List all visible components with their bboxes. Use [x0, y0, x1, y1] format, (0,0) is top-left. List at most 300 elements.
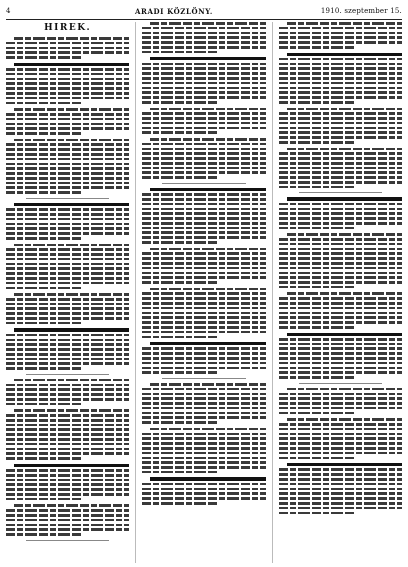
text-line — [6, 172, 129, 175]
text-line — [279, 32, 402, 35]
text-line — [142, 262, 265, 265]
text-line — [142, 167, 265, 170]
text-line — [279, 321, 402, 324]
text-line — [279, 152, 402, 155]
text-line — [150, 138, 265, 141]
text-line — [6, 123, 129, 126]
text-line — [142, 208, 265, 211]
text-line — [6, 524, 129, 527]
text-line — [279, 162, 402, 165]
text-line — [6, 424, 129, 427]
text-line — [279, 447, 402, 450]
text-line — [6, 68, 129, 71]
text-line — [142, 312, 265, 315]
text-line — [14, 464, 129, 467]
text-line — [279, 122, 402, 125]
text-line — [6, 448, 129, 451]
text-line — [142, 112, 265, 115]
text-line — [279, 397, 402, 400]
article-paragraph — [279, 418, 402, 459]
text-line — [279, 262, 402, 265]
text-line — [142, 131, 218, 134]
text-line — [6, 514, 129, 517]
article-paragraph — [142, 288, 265, 338]
text-line — [6, 248, 129, 251]
text-line — [6, 118, 129, 121]
text-line — [287, 388, 402, 391]
header-rule — [6, 19, 402, 20]
text-line — [6, 488, 129, 491]
text-line — [6, 113, 129, 116]
text-line — [6, 533, 82, 536]
text-line — [142, 447, 265, 450]
text-line — [279, 208, 402, 211]
text-line — [142, 157, 265, 160]
article-paragraph — [142, 188, 265, 244]
text-line — [279, 407, 402, 410]
text-line — [6, 307, 129, 310]
text-line — [279, 352, 402, 355]
text-line — [142, 117, 265, 120]
text-line — [142, 203, 265, 206]
article-paragraph — [279, 22, 402, 49]
text-line — [279, 433, 402, 436]
text-line — [287, 53, 402, 56]
text-line — [6, 403, 82, 406]
text-line — [142, 176, 218, 179]
text-line — [279, 67, 402, 70]
article-paragraph — [279, 197, 402, 229]
text-line — [287, 148, 402, 151]
article-paragraph — [142, 248, 265, 284]
text-line — [14, 293, 129, 296]
text-line — [142, 27, 265, 30]
text-line — [6, 258, 129, 261]
text-line — [6, 322, 82, 325]
text-line — [142, 471, 218, 474]
text-line — [6, 493, 129, 496]
text-line — [6, 498, 82, 501]
text-line — [6, 277, 129, 280]
article-paragraph — [279, 148, 402, 189]
text-line — [6, 312, 129, 315]
text-line — [279, 131, 402, 134]
text-line — [279, 473, 402, 476]
text-line — [279, 222, 402, 225]
text-line — [142, 466, 265, 469]
article-paragraph — [142, 342, 265, 374]
article-paragraph — [142, 428, 265, 474]
article-paragraph — [6, 37, 129, 59]
text-line — [279, 96, 402, 99]
article-paragraph — [6, 504, 129, 535]
text-line — [142, 316, 265, 319]
text-line — [279, 488, 402, 491]
text-line — [279, 217, 402, 220]
text-line — [6, 73, 129, 76]
text-line — [279, 437, 402, 440]
text-line — [6, 419, 129, 422]
article-paragraph — [6, 63, 129, 104]
text-line — [6, 208, 129, 211]
text-line — [279, 101, 355, 104]
text-line — [279, 286, 355, 289]
text-line — [142, 488, 265, 491]
text-line — [279, 338, 402, 341]
text-line — [6, 443, 129, 446]
text-line — [279, 376, 355, 379]
text-line — [6, 483, 129, 486]
text-line — [142, 252, 265, 255]
text-line — [6, 348, 129, 351]
column-2 — [142, 22, 265, 563]
text-line — [150, 108, 265, 111]
text-line — [142, 217, 265, 220]
article-paragraph — [279, 233, 402, 288]
text-line — [14, 203, 129, 206]
article-paragraph — [6, 464, 129, 501]
section-heading: HIREK. — [44, 23, 92, 33]
text-line — [142, 371, 218, 374]
text-line — [142, 407, 265, 410]
text-line — [142, 36, 265, 39]
text-line — [279, 257, 402, 260]
text-line — [142, 63, 265, 66]
text-line — [6, 388, 129, 391]
text-line — [142, 483, 265, 486]
text-line — [6, 223, 129, 226]
text-line — [142, 241, 218, 244]
article-paragraph — [279, 292, 402, 328]
text-line — [6, 362, 129, 365]
text-line — [279, 91, 402, 94]
text-line — [6, 143, 129, 146]
text-line — [6, 334, 129, 337]
text-line — [6, 267, 129, 270]
text-line — [14, 108, 129, 111]
text-line — [6, 287, 82, 290]
text-line — [287, 233, 402, 236]
text-line — [142, 32, 265, 35]
article-paragraph — [6, 328, 129, 369]
text-line — [6, 163, 129, 166]
text-line — [6, 519, 129, 522]
text-line — [279, 316, 402, 319]
text-line — [6, 393, 129, 396]
text-line — [142, 267, 265, 270]
text-line — [150, 428, 265, 431]
text-line — [279, 367, 402, 370]
text-line — [142, 442, 265, 445]
text-line — [142, 412, 265, 415]
text-line — [142, 292, 265, 295]
text-line — [142, 46, 265, 49]
text-line — [142, 307, 265, 310]
text-line — [150, 383, 265, 386]
text-line — [14, 379, 129, 382]
text-line — [142, 122, 265, 125]
text-line — [142, 152, 265, 155]
text-line — [14, 504, 129, 507]
article-paragraph — [6, 203, 129, 240]
text-line — [279, 276, 402, 279]
text-line — [279, 457, 355, 460]
text-line — [142, 352, 265, 355]
text-line — [6, 227, 129, 230]
text-line — [142, 302, 265, 305]
column-divider — [135, 22, 136, 563]
text-line — [279, 157, 402, 160]
column-1 — [6, 22, 129, 563]
text-line — [142, 96, 265, 99]
text-line — [279, 393, 402, 396]
column-divider — [272, 22, 273, 563]
text-line — [6, 414, 129, 417]
text-line — [6, 263, 129, 266]
text-line — [142, 227, 265, 230]
text-line — [142, 321, 265, 324]
text-line — [6, 528, 129, 531]
article-paragraph — [6, 139, 129, 194]
text-line — [287, 22, 402, 25]
text-line — [150, 477, 265, 480]
text-line — [142, 461, 265, 464]
text-line — [279, 186, 355, 189]
text-line — [142, 143, 265, 146]
text-line — [279, 492, 402, 495]
text-line — [279, 468, 402, 471]
text-line — [6, 153, 129, 156]
text-line — [142, 492, 265, 495]
text-line — [279, 46, 355, 49]
text-line — [142, 367, 265, 370]
text-line — [142, 433, 265, 436]
text-line — [142, 51, 218, 54]
text-line — [279, 176, 402, 179]
text-line — [6, 177, 129, 180]
text-line — [14, 244, 129, 247]
article-paragraph — [142, 22, 265, 53]
text-line — [6, 479, 129, 482]
article-paragraph — [279, 388, 402, 415]
text-line — [279, 267, 402, 270]
text-line — [142, 77, 265, 80]
text-line — [279, 58, 402, 61]
text-line — [142, 193, 265, 196]
text-line — [6, 384, 129, 387]
text-line — [6, 102, 82, 105]
text-line — [279, 141, 355, 144]
text-line — [279, 512, 355, 515]
text-line — [142, 257, 265, 260]
paper-title: ARADI KÖZLÖNY. — [135, 6, 213, 16]
article-paragraph — [142, 383, 265, 424]
text-line — [6, 303, 129, 306]
text-line — [142, 457, 265, 460]
text-line — [6, 148, 129, 151]
text-line — [279, 302, 402, 305]
text-line — [279, 77, 402, 80]
text-line — [6, 469, 129, 472]
text-line — [142, 127, 265, 130]
text-line — [6, 452, 129, 455]
text-line — [6, 87, 129, 90]
text-line — [279, 497, 402, 500]
text-line — [279, 326, 355, 329]
text-line — [14, 409, 129, 412]
text-line — [142, 421, 218, 424]
text-line — [142, 502, 218, 505]
text-line — [142, 222, 265, 225]
issue-date: 1910. szeptember 15. — [320, 7, 402, 15]
text-line — [287, 463, 402, 466]
text-line — [6, 182, 129, 185]
text-line — [279, 428, 402, 431]
text-line — [279, 238, 402, 241]
text-line — [279, 272, 402, 275]
text-line — [287, 418, 402, 421]
text-line — [6, 457, 82, 460]
text-line — [6, 127, 129, 130]
article-paragraph — [6, 244, 129, 290]
article-separator — [26, 540, 109, 541]
text-line — [142, 416, 265, 419]
text-line — [142, 101, 218, 104]
article-paragraph — [279, 53, 402, 104]
text-line — [6, 438, 129, 441]
text-line — [279, 362, 402, 365]
page-header — [6, 4, 402, 18]
article-paragraph — [279, 108, 402, 144]
article-paragraph — [142, 477, 265, 504]
text-line — [279, 72, 402, 75]
text-line — [142, 388, 265, 391]
text-line — [279, 307, 402, 310]
text-line — [6, 232, 129, 235]
text-line — [6, 191, 82, 194]
text-line — [279, 412, 355, 415]
text-line — [14, 139, 129, 142]
text-line — [279, 87, 402, 90]
text-line — [6, 272, 129, 275]
text-line — [150, 342, 265, 345]
text-line — [6, 158, 129, 161]
text-line — [6, 433, 129, 436]
text-line — [6, 428, 129, 431]
text-line — [150, 57, 265, 60]
article-separator — [162, 378, 245, 379]
text-line — [6, 78, 129, 81]
text-line — [279, 167, 402, 170]
text-line — [6, 47, 129, 50]
text-line — [142, 276, 265, 279]
text-line — [279, 343, 402, 346]
text-line — [279, 371, 402, 374]
text-line — [6, 339, 129, 342]
text-line — [6, 186, 129, 189]
text-line — [142, 452, 265, 455]
column-3 — [279, 22, 402, 563]
text-line — [6, 509, 129, 512]
text-line — [279, 248, 402, 251]
text-line — [279, 442, 402, 445]
text-line — [142, 212, 265, 215]
text-line — [6, 358, 129, 361]
text-line — [142, 231, 265, 234]
text-line — [6, 92, 129, 95]
text-line — [150, 188, 265, 191]
text-line — [279, 127, 402, 130]
article-paragraph — [6, 293, 129, 324]
text-line — [279, 452, 402, 455]
text-line — [142, 362, 265, 365]
text-line — [6, 398, 129, 401]
text-line — [279, 203, 402, 206]
text-line — [142, 336, 218, 339]
text-line — [279, 212, 402, 215]
text-line — [287, 292, 402, 295]
text-line — [279, 117, 402, 120]
text-line — [279, 357, 402, 360]
article-paragraph — [6, 409, 129, 459]
text-line — [142, 148, 265, 151]
article-separator — [26, 374, 109, 375]
text-line — [142, 91, 265, 94]
text-line — [6, 167, 129, 170]
text-line — [279, 63, 402, 66]
text-line — [6, 218, 129, 221]
text-line — [279, 227, 355, 230]
text-line — [279, 252, 402, 255]
text-line — [6, 213, 129, 216]
text-line — [14, 328, 129, 331]
text-line — [142, 393, 265, 396]
text-line — [279, 502, 402, 505]
text-line — [142, 437, 265, 440]
article-separator — [299, 383, 382, 384]
text-line — [6, 474, 129, 477]
text-line — [142, 357, 265, 360]
text-line — [142, 281, 218, 284]
text-line — [142, 297, 265, 300]
columns — [6, 22, 402, 563]
text-line — [142, 198, 265, 201]
article-paragraph — [142, 108, 265, 135]
text-line — [6, 298, 129, 301]
text-line — [142, 397, 265, 400]
article-separator — [299, 192, 382, 193]
text-line — [142, 72, 265, 75]
text-line — [142, 331, 265, 334]
text-line — [142, 67, 265, 70]
text-line — [6, 51, 129, 54]
text-line — [150, 248, 265, 251]
text-line — [279, 423, 402, 426]
text-line — [287, 108, 402, 111]
text-line — [279, 27, 402, 30]
text-line — [279, 402, 402, 405]
text-line — [279, 297, 402, 300]
text-line — [6, 353, 129, 356]
text-line — [142, 326, 265, 329]
article-paragraph — [6, 108, 129, 135]
article-paragraph — [142, 138, 265, 179]
text-line — [142, 171, 265, 174]
article-paragraph — [6, 379, 129, 406]
text-line — [287, 333, 402, 336]
text-line — [150, 288, 265, 291]
text-line — [279, 36, 402, 39]
